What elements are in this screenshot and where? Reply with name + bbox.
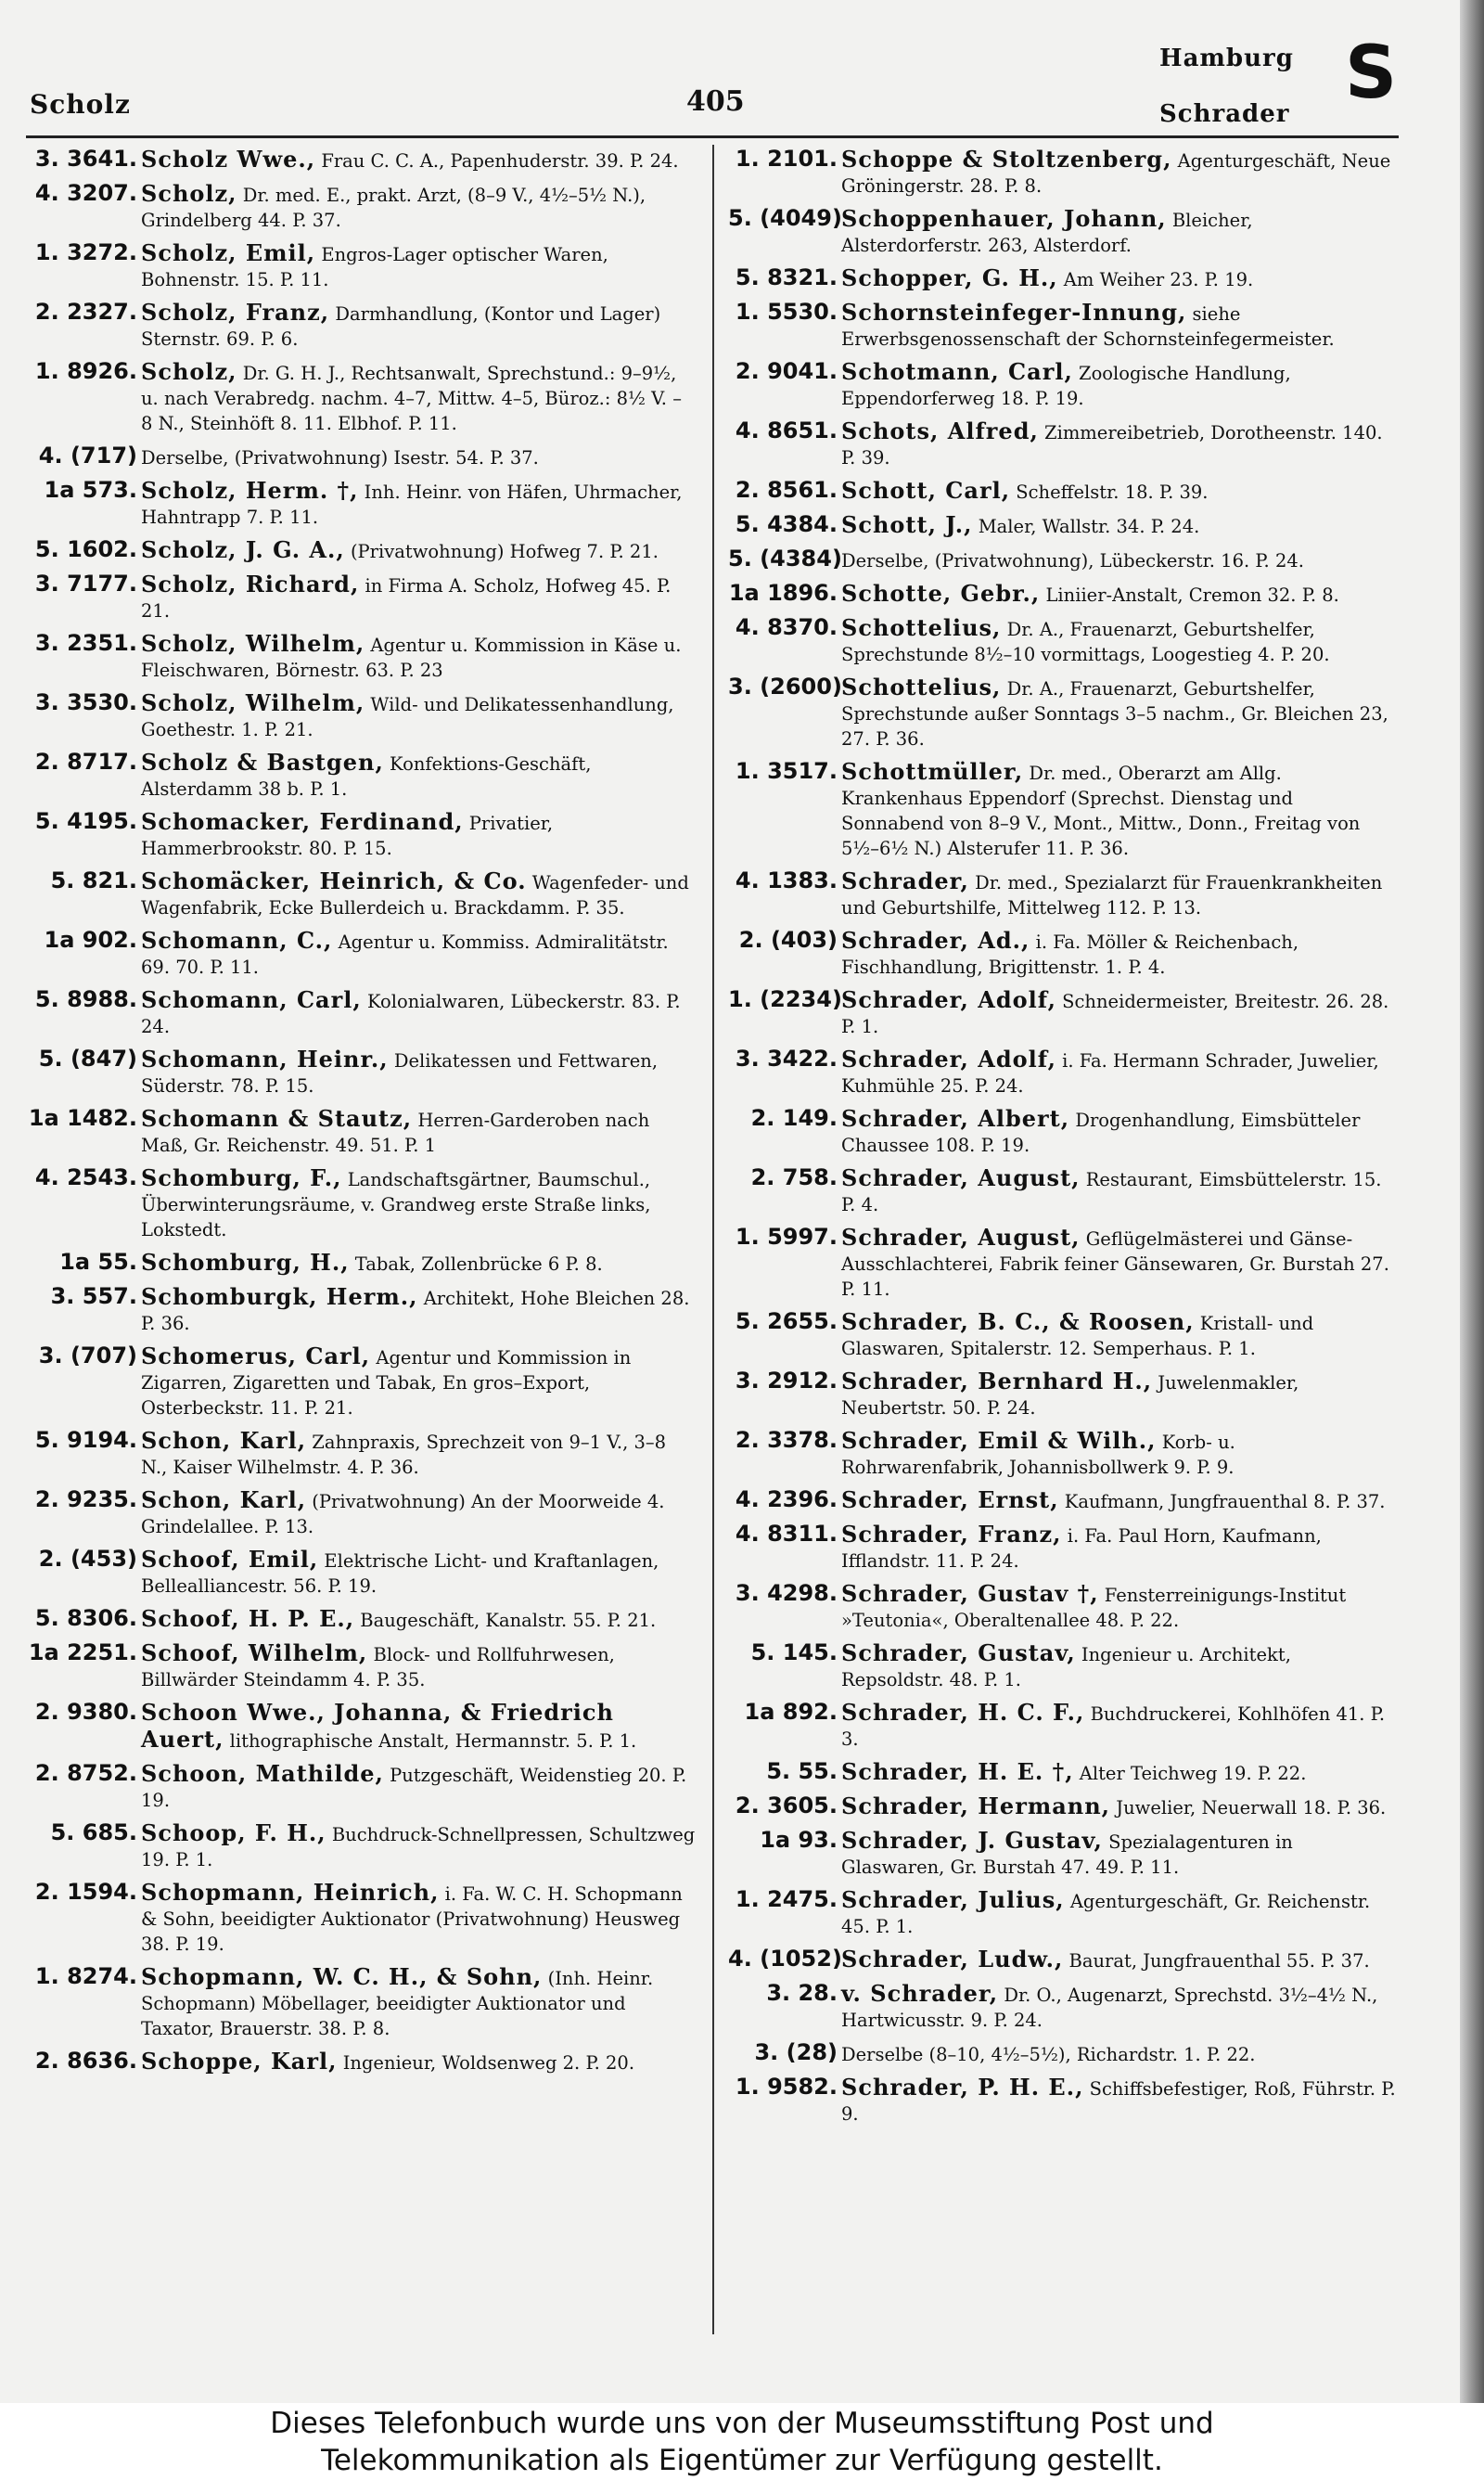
subscriber-name: Schrader, Adolf, [841,986,1056,1013]
subscriber-name: Schrader, Emil & Wilh., [841,1427,1157,1454]
subscriber-details: i. Fa. Hermann Schrader, Juwelier, Kuhmühle 25. P. 24. [841,1050,1379,1097]
phone-number: 3. 3641. [34,146,137,172]
directory-entry [728,759,1398,861]
phone-number: 4. 8370. [735,614,838,640]
phone-number: 3. 2912. [735,1368,838,1394]
subscriber-details: i. Fa. Möller & Reichenbach, Fischhandlung, Brigittenstr. 1. P. 4. [841,932,1299,978]
subscriber-name: Schrader, Franz, [841,1521,1062,1548]
phone-number: 4. 2543. [34,1164,137,1190]
phone-number: 5. 1602. [34,536,137,562]
directory-entry [28,359,697,436]
phone-number: 2. 3378. [735,1427,838,1453]
subscriber-details: Dr. med. E., prakt. Arzt, (8–9 V., 4½–5½ N.), Grindelberg 44. P. 37. [141,185,646,231]
directory-entry [728,2075,1398,2127]
page-number: 405 [686,85,745,118]
directory-entry [28,1761,697,1813]
phone-number: 1. 2475. [735,1886,838,1912]
directory-entry [728,147,1398,199]
subscriber-details: Maler, Wallstr. 34. P. 24. [978,516,1200,537]
phone-number: 1a 55. [59,1249,137,1275]
subscriber-details: Juwelier, Neuerwall 18. P. 36. [1116,1797,1387,1818]
subscriber-details: Bleicher, Alsterdorferstr. 263, Alsterdorf. [841,210,1253,256]
subscriber-name: Schrader, Gustav, [841,1639,1076,1666]
directory-entry [728,1793,1398,1820]
subscriber-name: Schots, Alfred, [841,418,1039,444]
directory-entry [728,1522,1398,1574]
phone-number: 1. (2234) [728,986,842,1012]
subscriber-name: Schopmann, Heinrich, [141,1879,440,1906]
phone-number: 1a 2251. [28,1639,137,1665]
phone-number: 1a 892. [744,1699,838,1725]
subscriber-details: Korb- u. Rohrwarenfabrik, Johannisbollwerk 9. P. 9. [841,1432,1235,1478]
subscriber-name: Schomann, C., [141,927,333,954]
directory-entry [28,1820,697,1872]
subscriber-details: Architekt, Hohe Bleichen 28. P. 36. [141,1288,690,1334]
subscriber-details: Fensterreinigungs-Institut »Teutonia«, Oberaltenallee 48. P. 22. [841,1585,1347,1631]
subscriber-name: Schrader, Ludw., [841,1946,1064,1972]
directory-entry [728,675,1398,752]
subscriber-name: Schrader, August, [841,1164,1081,1191]
subscriber-details: Baugeschäft, Kanalstr. 55. P. 21. [360,1610,657,1631]
phone-number: 5. 8988. [34,986,137,1012]
directory-entry [28,1106,697,1158]
phone-number: 3. (707) [38,1343,137,1368]
subscriber-name: Scholz, J. G. A., [141,536,345,563]
subscriber-name: Schon, Karl, [141,1486,307,1513]
directory-entry [728,1225,1398,1302]
subscriber-details: Wild- und Delikatessenhandlung, Goethestr. 1. P. 21. [141,694,674,740]
directory-entry [728,928,1398,980]
directory-entry [728,1887,1398,1939]
subscriber-name: Schornsteinfeger-Innung, [841,299,1187,326]
phone-number: 5. 4195. [34,808,137,834]
directory-entry [728,300,1398,352]
directory-entry [728,1947,1398,1973]
subscriber-details: Kaufmann, Jungfrauenthal 8. P. 37. [1064,1491,1386,1512]
subscriber-name: Schoof, Wilhelm, [141,1639,368,1666]
subscriber-name: Schrader, J. Gustav, [841,1827,1103,1854]
subscriber-details: Agentur u. Kommiss. Admiralitätstr. 69. 70. P. 11. [141,932,669,978]
subscriber-details: Ingenieur u. Architekt, Repsoldstr. 48. P. 1. [841,1644,1291,1690]
directory-entry [728,581,1398,608]
phone-number: 2. (403) [738,927,838,953]
phone-number: 3. (28) [754,2039,838,2065]
directory-entry [28,1640,697,1692]
subscriber-details: Konfektions-Geschäft, Alsterdamm 38 b. P. 1. [141,753,592,800]
phone-number: 5. (4384) [728,546,842,572]
phone-number: 2. 2327. [34,299,137,325]
phone-number: 3. (2600) [728,674,842,700]
page-edge [1460,0,1484,2403]
subscriber-name: Schrader, H. E. †, [841,1758,1074,1785]
phone-number: 1. 8274. [34,1963,137,1989]
directory-entry [28,1047,697,1099]
subscriber-details: Liniier-Anstalt, Cremon 32. P. 8. [1045,585,1339,606]
phone-number: 2. (453) [38,1546,137,1572]
subscriber-details: Spezialagenturen in Glaswaren, Gr. Burstah 47. 49. P. 11. [841,1831,1293,1878]
directory-entry [28,443,697,470]
directory-entry [28,690,697,742]
subscriber-name: Scholz, Herm. †, [141,477,359,504]
subscriber-details: Tabak, Zollenbrücke 6 P. 8. [354,1253,603,1275]
subscriber-name: Schrader, Ernst, [841,1486,1059,1513]
phone-number: 2. 8717. [34,749,137,775]
subscriber-details: Alter Teichweg 19. P. 22. [1079,1763,1307,1784]
subscriber-details: Derselbe, (Privatwohnung) Isestr. 54. P. 37. [141,447,539,469]
subscriber-details: lithographische Anstalt, Hermannstr. 5. P. 1. [229,1730,637,1752]
directory-entry [728,206,1398,258]
subscriber-details: Dr. A., Frauenarzt, Geburtshelfer, Sprechstunde 8½–10 vormittags, Loogestieg 4. P. 20. [841,619,1330,665]
phone-number: 3. 557. [50,1283,137,1309]
subscriber-details: Geflügelmästerei und Gänse-Ausschlachterei, Fabrik feiner Gänsewaren, Gr. Burstah 27. P. 11. [841,1228,1389,1300]
phone-number: 2. 8636. [34,2048,137,2074]
subscriber-details: Landschaftsgärtner, Baumschul., Überwinterungsräume, v. Grandweg erste Straße links, Lokstedt. [141,1169,651,1240]
subscriber-name: Schoppe, Karl, [141,2048,338,2075]
subscriber-details: Agentur u. Kommission in Käse u. Fleischwaren, Börnestr. 63. P. 23 [141,635,682,681]
subscriber-name: Schotmann, Carl, [841,358,1073,385]
directory-entry [28,1165,697,1242]
subscriber-details: Block- und Rollfuhrwesen, Billwärder Steindamm 4. P. 35. [141,1644,615,1690]
subscriber-details: i. Fa. W. C. H. Schopmann & Sohn, beeidigter Auktionator (Privatwohnung) Heusweg 38. P. 19. [141,1883,683,1955]
subscriber-name: Scholz, Franz, [141,299,330,326]
directory-entry [728,1106,1398,1158]
subscriber-name: Schott, Carl, [841,477,1011,504]
header-right-word: Schrader [1159,100,1290,128]
subscriber-name: Schomburg, H., [141,1249,350,1276]
subscriber-name: Schrader, B. C., & Roosen, [841,1308,1195,1335]
subscriber-details: (Privatwohnung) Hofweg 7. P. 21. [350,541,659,562]
subscriber-details: (Inh. Heinr. Schopmann) Möbellager, beeidigter Auktionator und Taxator, Brauerstr. 38. P. 8. [141,1968,654,2039]
phone-number: 2. 758. [750,1164,838,1190]
subscriber-name: Schrader, [841,867,969,894]
subscriber-details: Dr. med., Spezialarzt für Frauenkrankheiten und Geburtshilfe, Mittelweg 112. P. 13. [841,872,1383,919]
header-letter: S [1345,32,1398,115]
subscriber-details: Buchdruckerei, Kohlhöfen 41. P. 3. [841,1703,1386,1750]
directory-entry [28,572,697,623]
subscriber-details: Engros-Lager optischer Waren, Bohnenstr. 15. P. 11. [141,244,608,290]
subscriber-details: Kristall- und Glaswaren, Spitalerstr. 12. Semperhaus. P. 1. [841,1313,1314,1359]
directory-entry [728,512,1398,539]
subscriber-name: Schrader, H. C. F., [841,1699,1085,1726]
directory-entry [728,265,1398,292]
directory-entry [728,615,1398,667]
directory-entry [728,359,1398,411]
phone-number: 3. 3422. [735,1046,838,1072]
subscriber-name: Schopmann, W. C. H., & Sohn, [141,1963,543,1990]
subscriber-details: i. Fa. Paul Horn, Kaufmann, Ifflandstr. 11. P. 24. [841,1525,1322,1572]
subscriber-name: Scholz, [141,180,237,207]
subscriber-details: Derselbe, (Privatwohnung), Lübeckerstr. 16. P. 24. [841,550,1304,572]
phone-number: 1. 5997. [735,1224,838,1250]
phone-number: 5. (4049) [728,205,842,231]
subscriber-details: Agenturgeschäft, Neue Gröningerstr. 28. P. 8. [841,150,1391,197]
subscriber-details: Agentur und Kommission in Zigarren, Zigaretten und Tabak, En gros–Export, Osterbeckstr. 11. P. 21. [141,1347,632,1419]
subscriber-details: Restaurant, Eimsbüttelerstr. 15. P. 4. [841,1169,1382,1215]
directory-entry [28,300,697,352]
directory-entry [728,1581,1398,1633]
subscriber-details: Wagenfeder- und Wagenfabrik, Ecke Bullerdeich u. Brackdamm. P. 35. [141,872,689,919]
directory-entry [28,928,697,980]
subscriber-name: Schott, J., [841,511,973,538]
subscriber-details: Dr. G. H. J., Rechtsanwalt, Sprechstund.: 9–9½, u. nach Verabredg. nachm. 4–7, Mittw. 4–5, Büroz.: 8½ V. – 8 N., Steinhöft 8. 11. Elbhof. P. 11. [141,363,682,434]
subscriber-details: in Firma A. Scholz, Hofweg 45. P. 21. [141,575,672,622]
phone-number: 1. 3517. [735,758,838,784]
directory-entry [28,2049,697,2075]
phone-number: 5. 685. [50,1819,137,1845]
subscriber-details: Herren-Garderoben nach Maß, Gr. Reichenstr. 49. 51. P. 1 [141,1110,650,1156]
subscriber-name: Schrader, Ad., [841,927,1030,954]
directory-entry [28,478,697,530]
directory-entry [28,1343,697,1420]
subscriber-name: Schrader, Gustav †, [841,1580,1099,1607]
subscriber-name: Schottelius, [841,614,1002,641]
subscriber-details: Zahnpraxis, Sprechzeit von 9–1 V., 3–8 N., Kaiser Wilhelmstr. 4. P. 36. [141,1432,667,1478]
directory-entry [728,478,1398,505]
subscriber-name: Schoppenhauer, Johann, [841,205,1167,232]
footer-line-1: Dieses Telefonbuch wurde uns von der Museumsstiftung Post und [270,2407,1214,2440]
phone-number: 2. 9380. [34,1699,137,1725]
phone-number: 5. 4384. [735,511,838,537]
subscriber-details: Agenturgeschäft, Gr. Reichenstr. 45. P. 1. [841,1891,1371,1937]
subscriber-name: Schon, Karl, [141,1427,307,1454]
directory-entry [728,1309,1398,1361]
subscriber-name: v. Schrader, [841,1980,999,2007]
directory-entry [728,1759,1398,1786]
directory-entry [728,1640,1398,1692]
directory-entry [28,537,697,564]
subscriber-name: Scholz, [141,358,237,385]
directory-entry [28,1487,697,1539]
phone-number: 4. 1383. [735,867,838,893]
subscriber-details: (Privatwohnung) An der Moorweide 4. Grindelallee. P. 13. [141,1491,665,1537]
subscriber-name: Scholz Wwe., [141,146,316,173]
phone-number: 4. 8311. [735,1521,838,1547]
subscriber-name: Schottelius, [841,674,1002,700]
phone-number: 2. 3605. [735,1793,838,1818]
directory-entry [28,240,697,292]
subscriber-details: Kolonialwaren, Lübeckerstr. 83. P. 24. [141,991,681,1037]
phone-number: 2. 8561. [735,477,838,503]
phone-number: 2. 9041. [735,358,838,384]
subscriber-name: Schrader, Bernhard H., [841,1368,1153,1394]
directory-entry [28,1428,697,1480]
subscriber-name: Schottmüller, [841,758,1024,785]
phone-number: 5. 55. [766,1758,838,1784]
directory-entry [728,1487,1398,1514]
directory-entry [728,1165,1398,1217]
phone-number: 3. 28. [766,1980,838,2006]
subscriber-details: Dr. O., Augenarzt, Sprechstd. 3½–4½ N., Hartwicusstr. 9. P. 24. [841,1985,1378,2031]
phone-number: 5. (847) [38,1046,137,1072]
phone-number: 1. 5530. [735,299,838,325]
directory-entry [28,1547,697,1599]
subscriber-details: Darmhandlung, (Kontor und Lager) Sternstr. 69. P. 6. [141,303,661,350]
subscriber-name: Schomerus, Carl, [141,1343,371,1369]
subscriber-details: Frau C. C. A., Papenhuderstr. 39. P. 24. [321,150,679,172]
phone-number: 5. 821. [50,867,137,893]
phone-number: 1. 9582. [735,2074,838,2100]
subscriber-details: Putzgeschäft, Weidenstieg 20. P. 19. [141,1765,687,1811]
phone-number: 4. 3207. [34,180,137,206]
subscriber-name: Schoof, Emil, [141,1546,319,1573]
column-divider [712,145,714,2334]
directory-entry [728,1981,1398,2033]
phone-number: 2. 8752. [34,1760,137,1786]
subscriber-name: Scholz, Wilhelm, [141,689,365,716]
subscriber-name: Schomburgk, Herm., [141,1283,418,1310]
directory-entry [728,1428,1398,1480]
directory-entry [28,181,697,233]
subscriber-details: Inh. Heinr. von Häfen, Uhrmacher, Hahntrapp 7. P. 11. [141,482,683,528]
subscriber-name: Schrader, August, [841,1224,1081,1251]
directory-entry [728,987,1398,1039]
left-column [28,147,697,2083]
subscriber-name: Schoon Wwe., Johanna, & Friedrich Auert, [141,1699,614,1753]
subscriber-name: Schrader, P. H. E., [841,2074,1084,2101]
subscriber-details: Dr. med., Oberarzt am Allg. Krankenhaus Eppendorf (Sprechst. Dienstag und Sonnabend von 8–9 V., Mont., Mittw., Donn., Freitag von 5½–6½ N.) Alsterufer 11. P. 36. [841,763,1361,859]
directory-entry [728,418,1398,470]
footer-line-2: Telekommunikation als Eigentümer zur Verfügung gestellt. [321,2444,1163,2477]
subscriber-name: Schomäcker, Heinrich, & Co. [141,867,527,894]
directory-entry [728,546,1398,573]
directory-entry [28,1700,697,1754]
directory-entry [28,631,697,683]
directory-entry [28,1606,697,1633]
subscriber-details: Drogenhandlung, Eimsbütteler Chaussee 108. P. 19. [841,1110,1361,1156]
phone-number: 4. (1052) [728,1946,842,1972]
subscriber-details: Buchdruck-Schnellpressen, Schultzweg 19. P. 1. [141,1824,696,1870]
phone-number: 3. 4298. [735,1580,838,1606]
subscriber-name: Schotte, Gebr., [841,580,1041,607]
directory-entry [28,147,697,173]
subscriber-name: Schopper, G. H., [841,264,1058,291]
phone-number: 3. 2351. [34,630,137,656]
subscriber-details: siehe Erwerbsgenossenschaft der Schornsteinfegermeister. [841,303,1335,350]
subscriber-details: Ingenieur, Woldsenweg 2. P. 20. [342,2052,635,2074]
subscriber-details: Baurat, Jungfrauenthal 55. P. 37. [1068,1950,1370,1972]
subscriber-name: Schoon, Mathilde, [141,1760,384,1787]
phone-number: 1a 902. [44,927,137,953]
phone-number: 1a 573. [44,477,137,503]
phone-number: 5. 2655. [735,1308,838,1334]
subscriber-name: Schomacker, Ferdinand, [141,808,464,835]
phone-number: 5. 145. [750,1639,838,1665]
header-rule [26,135,1399,138]
phone-number: 1a 93. [760,1827,838,1853]
directory-entry [728,1368,1398,1420]
phone-number: 1a 1896. [728,580,838,606]
subscriber-name: Schoop, F. H., [141,1819,326,1846]
subscriber-name: Scholz, Wilhelm, [141,630,365,657]
subscriber-name: Schomann, Heinr., [141,1046,389,1073]
directory-entry [728,1700,1398,1752]
subscriber-details: Schiffsbefestiger, Roß, Führstr. P. 9. [841,2078,1396,2125]
directory-entry [28,750,697,802]
subscriber-details: Derselbe (8–10, 4½–5½), Richardstr. 1. P. 22. [841,2044,1256,2065]
phone-number: 5. 9194. [34,1427,137,1453]
subscriber-name: Schoof, H. P. E., [141,1605,355,1632]
header-left-word: Scholz [30,89,131,120]
directory-entry [28,1964,697,2041]
directory-entry [28,1250,697,1277]
subscriber-details: Privatier, Hammerbrookstr. 80. P. 15. [141,813,554,859]
subscriber-details: Scheffelstr. 18. P. 39. [1016,482,1209,503]
directory-entry [28,868,697,920]
subscriber-name: Schrader, Albert, [841,1105,1070,1132]
directory-entry [28,1284,697,1336]
subscriber-name: Scholz & Bastgen, [141,749,384,776]
subscriber-details: Juwelenmakler, Neubertstr. 50. P. 24. [841,1372,1299,1419]
directory-entry [28,809,697,861]
subscriber-name: Schrader, Julius, [841,1886,1065,1913]
subscriber-details: Zoologische Handlung, Eppendorferweg 18. P. 19. [841,363,1291,409]
subscriber-name: Schomann & Stautz, [141,1105,413,1132]
subscriber-details: Schneidermeister, Breitestr. 26. 28. P. 1. [841,991,1389,1037]
phone-number: 4. 2396. [735,1486,838,1512]
subscriber-details: Dr. A., Frauenarzt, Geburtshelfer, Sprechstunde außer Sonntags 3–5 nachm., Gr. Bleichen 23, 27. P. 36. [841,678,1388,750]
phone-number: 2. 9235. [34,1486,137,1512]
directory-entry [728,1828,1398,1880]
phone-number: 2. 149. [750,1105,838,1131]
subscriber-details: Delikatessen und Fettwaren, Süderstr. 78. P. 15. [141,1050,659,1097]
phone-number: 4. 8651. [735,418,838,443]
subscriber-name: Schomann, Carl, [141,986,362,1013]
right-column [728,147,1398,2134]
phone-number: 4. (717) [38,443,137,469]
directory-entry [728,868,1398,920]
subscriber-name: Schrader, Adolf, [841,1046,1056,1073]
directory-entry [28,1880,697,1957]
header-city: Hamburg [1159,45,1294,72]
subscriber-details: Elektrische Licht- und Kraftanlagen, Bellealliancestr. 56. P. 19. [141,1550,659,1597]
phone-number: 5. 8306. [34,1605,137,1631]
subscriber-name: Scholz, Emil, [141,239,316,266]
directory-entry [728,1047,1398,1099]
subscriber-name: Schrader, Hermann, [841,1793,1111,1819]
directory-entry [728,2040,1398,2067]
phone-number: 5. 8321. [735,264,838,290]
directory-entry [28,987,697,1039]
subscriber-name: Schoppe & Stoltzenberg, [841,146,1172,173]
phone-number: 1. 8926. [34,358,137,384]
phone-number: 1a 1482. [28,1105,137,1131]
phone-number: 3. 7177. [34,571,137,597]
phone-number: 1. 3272. [34,239,137,265]
footer-notice [0,2403,1484,2480]
phone-number: 2. 1594. [34,1879,137,1905]
subscriber-details: Zimmereibetrieb, Dorotheenstr. 140. P. 39. [841,422,1383,469]
phone-number: 1. 2101. [735,146,838,172]
phone-number: 3. 3530. [34,689,137,715]
subscriber-name: Scholz, Richard, [141,571,360,598]
subscriber-name: Schomburg, F., [141,1164,342,1191]
subscriber-details: Am Weiher 23. P. 19. [1063,269,1254,290]
